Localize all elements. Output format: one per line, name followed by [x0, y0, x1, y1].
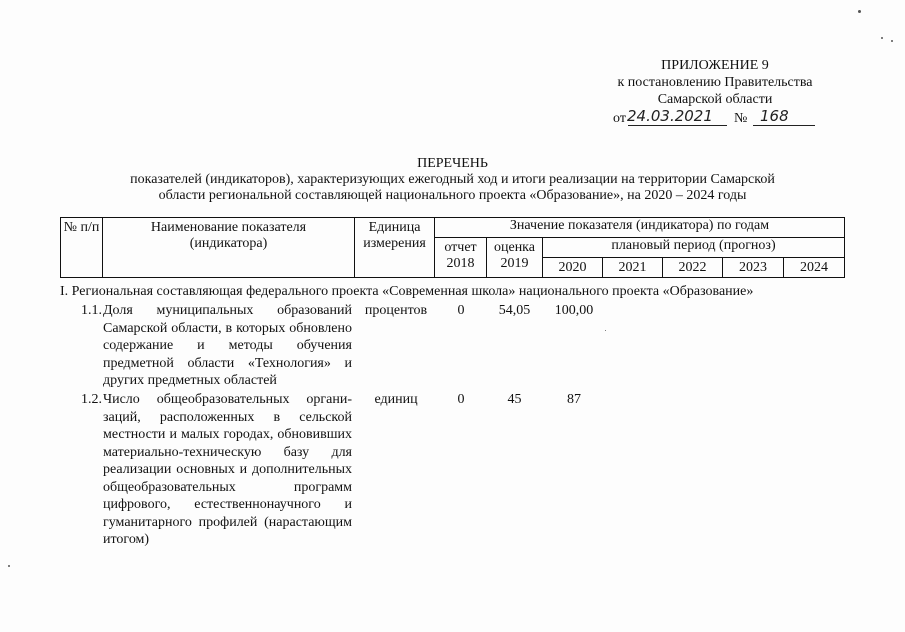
heading-title: ПЕРЕЧЕНЬ — [417, 156, 488, 171]
heading-subtitle-2: области региональной составляющей национального проекта «Образование», на 2020 – 2024 годы — [158, 188, 747, 203]
header-name: Наименование показателя (индикатора) — [103, 218, 355, 278]
handwritten-date: 24.03.2021 — [627, 107, 713, 125]
row-value-2020: 87 — [567, 392, 581, 407]
header-report-label: отчет — [444, 240, 477, 255]
document-heading — [60, 156, 845, 204]
header-values-group: Значение показателя (индикатора) по годам — [435, 218, 845, 238]
row-unit: процентов — [364, 303, 428, 318]
header-num: № п/п — [61, 218, 103, 278]
scan-speck — [891, 40, 893, 42]
date-underline — [628, 125, 727, 126]
appendix-date-row — [600, 108, 830, 128]
header-year-2020: 2020 — [543, 258, 603, 278]
indicator-table-header — [60, 217, 845, 278]
header-plan-period: плановый период (прогноз) — [543, 238, 845, 258]
heading-subtitle-1: показателей (индикаторов), характеризующих ежегодный ход и итоги реализации на территории Самарской — [130, 172, 775, 187]
row-number: 1.1. — [81, 303, 102, 318]
header-estimate-label: оценка — [493, 240, 535, 255]
row-indicator-name: Число общеобразовательных организаций, расположенных в сельской местности и малых городах, обновивших материально-техническую базу для реализации основных и дополнительных общеобразовательных программ цифрового, естественнонаучного и гуманитарного профилей (нарастающим итогом) — [103, 392, 352, 547]
header-year-2024: 2024 — [784, 258, 845, 278]
date-prefix: от — [613, 111, 626, 126]
row-value-2019: 54,05 — [498, 303, 531, 318]
scan-speck — [8, 565, 10, 567]
row-value-2018: 0 — [457, 303, 465, 318]
section-title: I. Региональная составляющая федерального проекта «Современная школа» национального проекта «Образование» — [60, 284, 754, 299]
appendix-block — [600, 57, 830, 128]
appendix-line-1: к постановлению Правительства — [617, 75, 813, 90]
handwritten-number: 168 — [760, 107, 789, 125]
number-underline — [753, 125, 815, 126]
header-unit: Единица измерения — [355, 218, 435, 278]
appendix-title: ПРИЛОЖЕНИЕ 9 — [661, 58, 769, 73]
row-unit: единиц — [374, 392, 418, 407]
number-prefix: № — [734, 111, 748, 126]
header-year-2021: 2021 — [603, 258, 663, 278]
scan-speck — [605, 330, 606, 331]
scan-speck — [858, 10, 861, 13]
row-number: 1.2. — [81, 392, 102, 407]
row-value-2018: 0 — [457, 392, 465, 407]
header-estimate-2019 — [487, 238, 543, 278]
row-value-2019: 45 — [507, 392, 522, 407]
header-year-2019: 2019 — [500, 256, 529, 271]
header-report-2018 — [435, 238, 487, 278]
header-year-2023: 2023 — [723, 258, 784, 278]
appendix-line-2: Самарской области — [657, 92, 773, 107]
row-value-2020: 100,00 — [554, 303, 594, 318]
header-year-2018: 2018 — [446, 256, 475, 271]
scan-speck — [881, 37, 883, 39]
row-indicator-name: Доля муниципальных образований Самарской области, в которых обновлено содержание и методы обучения предметной области «Технология» и других предметных областей — [103, 303, 352, 388]
header-year-2022: 2022 — [663, 258, 723, 278]
